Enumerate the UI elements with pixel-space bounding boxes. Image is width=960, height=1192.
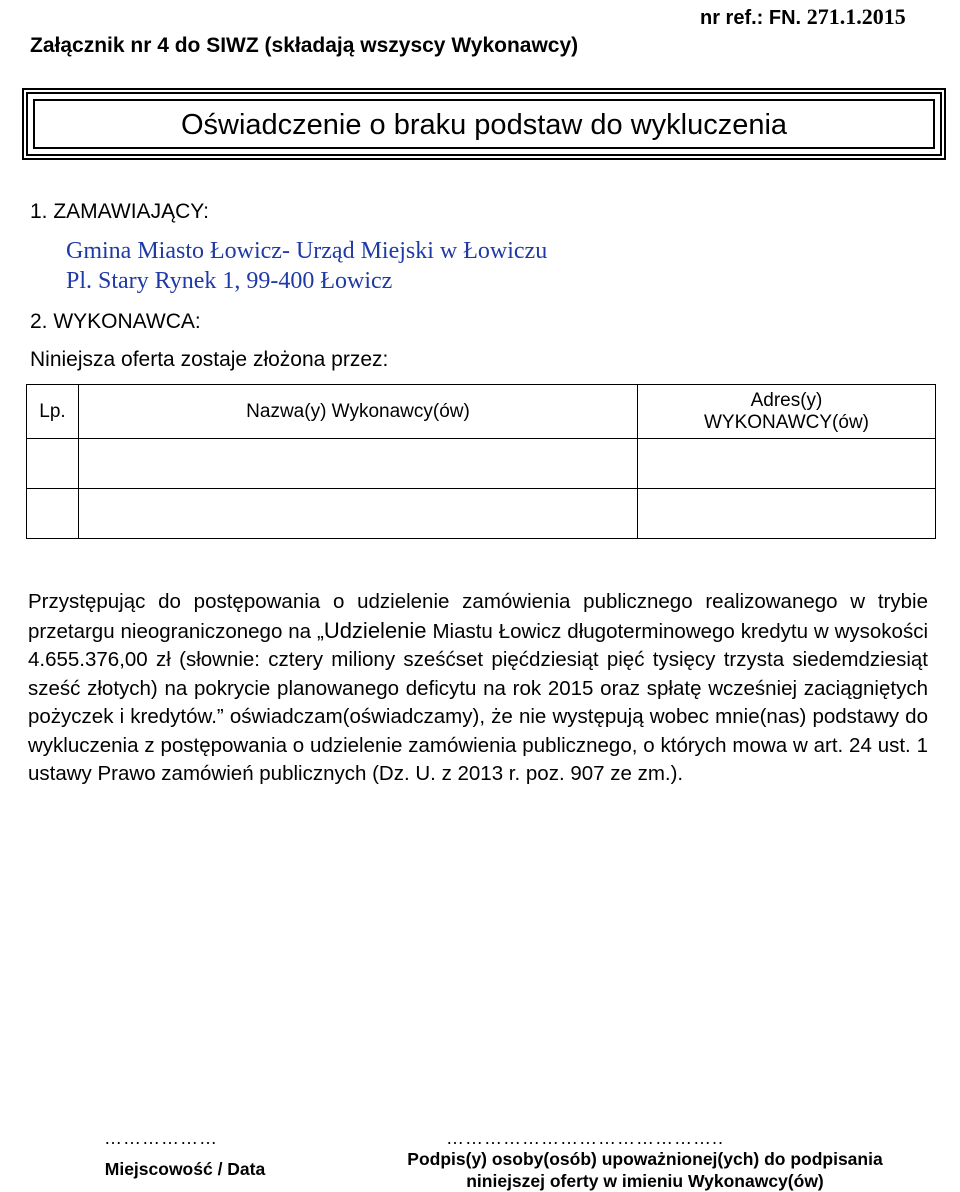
col-address-header <box>638 385 936 439</box>
signature-label-line2: niniejszej oferty w imieniu Wykonawcy(ów) <box>466 1171 824 1191</box>
place-date-label: Miejscowość / Data <box>104 1159 266 1179</box>
place-date-dots: ……………… <box>104 1128 218 1148</box>
table-header-row <box>27 385 936 439</box>
col-address-header-line1: Adres(y) <box>750 389 823 411</box>
row-1-lp-cell[interactable] <box>27 439 79 489</box>
section-1-heading: 1. ZAMAWIAJĄCY: <box>30 200 209 223</box>
title-box <box>22 88 946 160</box>
declaration-part-1: Przystępując do postępowania o udzielenie zamówienia publicznego realizowanego w trybie przetargu nieograniczonego na „ <box>28 590 928 643</box>
attachment-label: Załącznik nr 4 do SIWZ (składają wszyscy Wykonawcy) <box>30 34 579 57</box>
document-title: Oświadczenie o braku podstaw do wykluczenia <box>180 108 788 141</box>
reference-label: nr ref.: FN. <box>700 7 802 29</box>
declaration-part-3: Miastu Łowicz długoterminowego kredytu w wysokości 4.655.376,00 zł (słownie: cztery miliony sześćset pięćdziesiąt pięć tysięcy trzysta siedemdziesiąt sześć złotych) na pokrycie planowanego deficytu na rok 2015 oraz spłatę wcześniej zaciągniętych pożyczek i kredytów.” oświadczam(oświadczamy), że nie występują wobec mnie(nas) podstawy do wykluczenia z postępowania o udzielenie zamówienia publicznego, o których mowa w art. 24 ust. 1 ustawy Prawo zamówień publicznych (Dz. U. z 2013 r. poz. 907 ze zm.). <box>28 619 928 785</box>
declaration-part-2: Udzielenie <box>323 617 427 643</box>
section-2-intro: Niniejsza oferta zostaje złożona przez: <box>30 348 389 371</box>
col-lp-header: Lp. <box>27 385 79 439</box>
col-address-header-line2: WYKONAWCY(ów) <box>703 411 870 433</box>
signature-label <box>370 1148 920 1192</box>
row-1-address-cell[interactable] <box>638 439 936 489</box>
row-2-address-cell[interactable] <box>638 489 936 539</box>
row-2-lp-cell[interactable] <box>27 489 79 539</box>
reference-number <box>700 4 906 30</box>
contractors-table <box>26 384 936 539</box>
contracting-authority-address: Pl. Stary Rynek 1, 99-400 Łowicz <box>66 268 393 294</box>
declaration-paragraph <box>28 588 928 789</box>
section-2-heading: 2. WYKONAWCA: <box>30 310 201 333</box>
signature-dots: …………………………………….. <box>446 1128 725 1148</box>
row-1-name-cell[interactable] <box>79 439 638 489</box>
reference-value: 271.1.2015 <box>806 4 906 29</box>
signature-label-line1: Podpis(y) osoby(osób) upoważnionej(ych) do podpisania <box>407 1149 883 1169</box>
col-name-header: Nazwa(y) Wykonawcy(ów) <box>79 385 638 439</box>
table-row <box>27 489 936 539</box>
row-2-name-cell[interactable] <box>79 489 638 539</box>
contracting-authority-name: Gmina Miasto Łowicz- Urząd Miejski w Łowiczu <box>66 238 548 264</box>
table-row <box>27 439 936 489</box>
